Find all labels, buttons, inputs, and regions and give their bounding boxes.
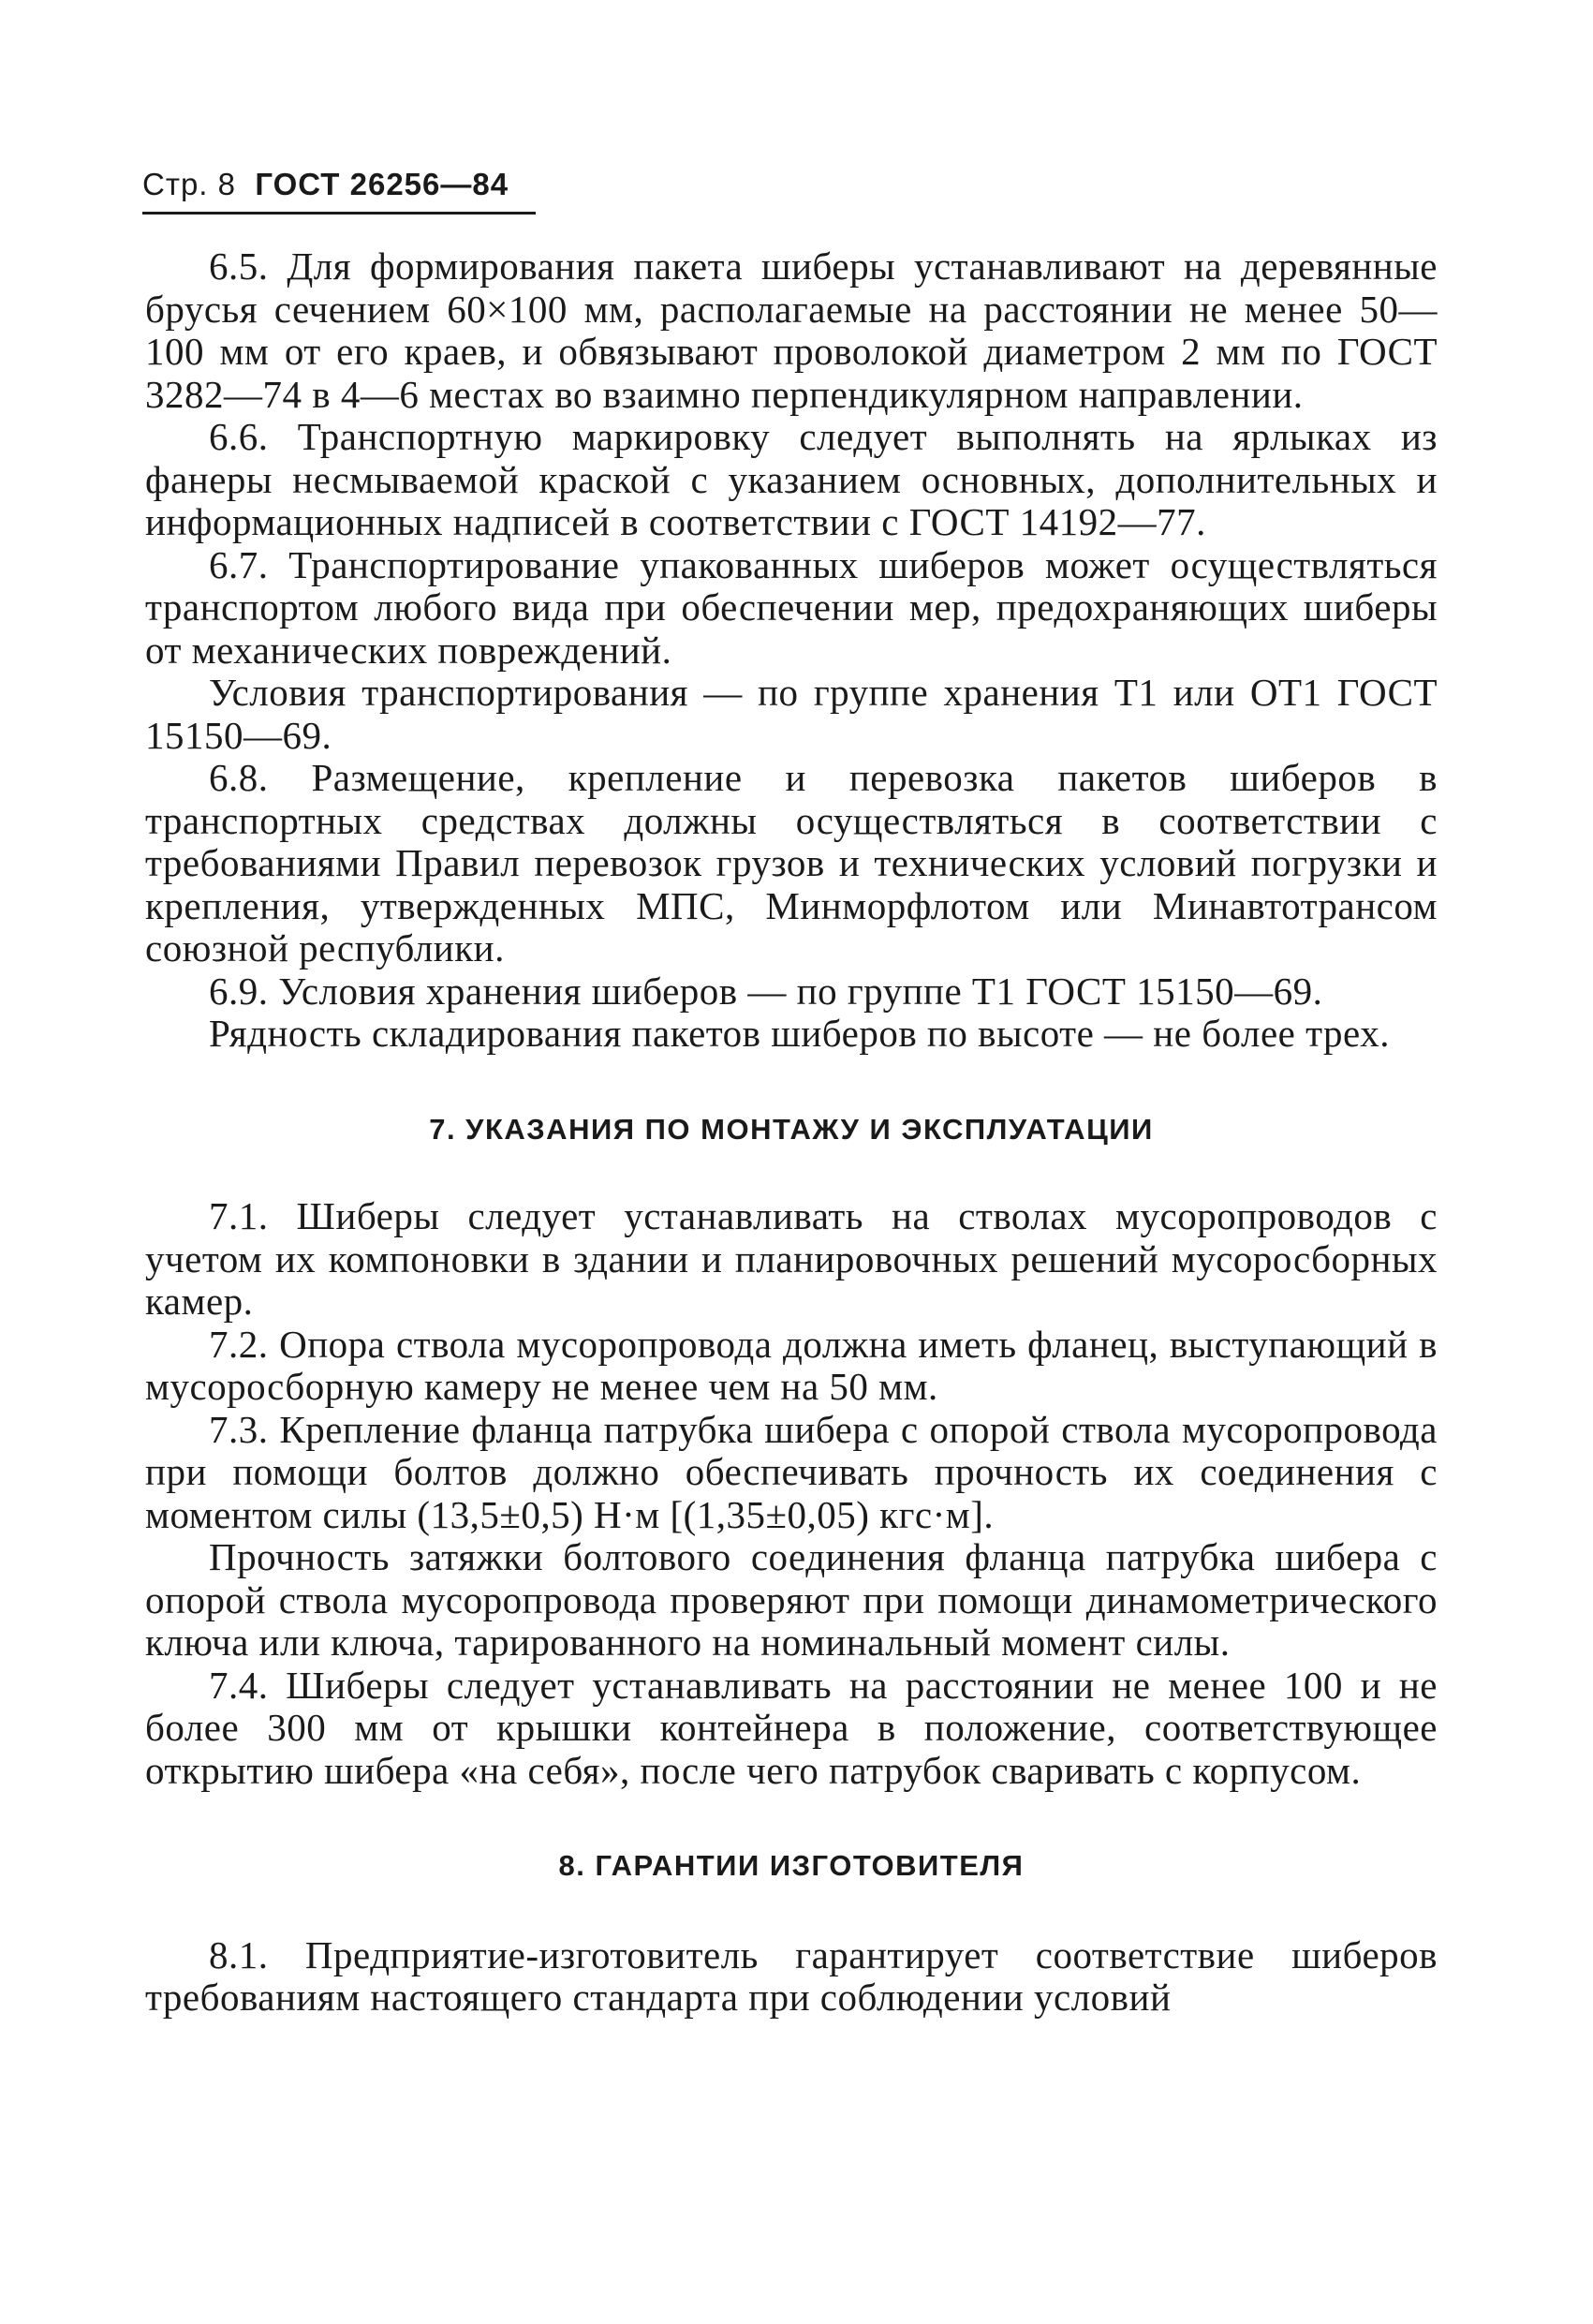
paragraph-7-2: 7.2. Опора ствола мусоропровода должна иметь фланец, выступающий в мусоросборную камеру не менее чем на 50 мм. (145, 1322, 1438, 1408)
paragraph-6-6: 6.6. Транспортную маркировку следует выполнять на ярлыках из фанеры несмываемой краской с указанием основных, дополнительных и информационных надписей в соответствии с ГОСТ 14192—77. (145, 415, 1438, 543)
paragraph-7-1: 7.1. Шиберы следует устанавливать на стволах мусоропроводов с учетом их компоновки в здании и планировочных решений мусоросборных камер. (145, 1194, 1438, 1323)
paragraph-6-5: 6.5. Для формирования пакета шиберы устанавливают на деревянные брусья сечением 60×100 мм, располагаемые на расстоянии не менее 50—100 мм от его краев, и обвязывают проволокой диаметром 2 мм по ГОСТ 3282—74 в 4—6 местах во взаимно перпендикулярном направлении. (145, 244, 1438, 416)
paragraph-6-8: 6.8. Размещение, крепление и перевозка пакетов шиберов в транспортных средствах должны осуществляться в соответствии с требованиями Правил перевозок грузов и технических условий погрузки и крепления, утвержденных МПС, Минморфлотом или Минавтотрансом союзной республики. (145, 756, 1438, 970)
paragraph-7-4: 7.4. Шиберы следует устанавливать на расстоянии не менее 100 и не более 300 мм от крышки контейнера в положение, соответствующее открытию шибера «на себя», после чего патрубок сваривать с корпусом. (145, 1663, 1438, 1792)
page-label: Стр. 8 (142, 167, 236, 201)
section-8-heading: 8. ГАРАНТИИ ИЗГОТОВИТЕЛЯ (558, 1849, 1025, 1882)
paragraph-6-9-stacking: Рядность складирования пакетов шиберов по высоте — не более трех. (209, 1012, 1390, 1055)
header-rule (142, 212, 536, 215)
standard-number: ГОСТ 26256—84 (255, 167, 509, 201)
paragraph-7-3-torque-check: Прочность затяжки болтового соединения фланца патрубка шибера с опорой ствола мусоропровода проверяют при помощи динамометрического ключа или ключа, тарированного на номинальный момент силы. (145, 1535, 1438, 1664)
page-header (142, 167, 509, 202)
document-body (145, 245, 1438, 2020)
paragraph-7-3: 7.3. Крепление фланца патрубка шибера с опорой ствола мусоропровода при помощи болтов должно обеспечивать прочность их соединения с моментом силы (13,5±0,5) Н·м [(1,35±0,05) кгс·м]. (145, 1407, 1438, 1536)
paragraph-6-7: 6.7. Транспортирование упакованных шиберов может осуществляться транспортом любого вида при обеспечении мер, предохраняющих шиберы от механических повреждений. (145, 542, 1438, 672)
section-7-heading: 7. УКАЗАНИЯ ПО МОНТАЖУ И ЭКСПЛУАТАЦИИ (429, 1112, 1154, 1146)
paragraph-8-1: 8.1. Предприятие-изготовитель гарантирует соответствие шиберов требованиям настоящего стандарта при соблюдении условий (145, 1932, 1438, 2019)
paragraph-6-7-conditions: Условия транспортирования — по группе хранения Т1 или ОТ1 ГОСТ 15150—69. (145, 671, 1438, 757)
paragraph-6-9: 6.9. Условия хранения шиберов — по группе Т1 ГОСТ 15150—69. (209, 969, 1323, 1013)
